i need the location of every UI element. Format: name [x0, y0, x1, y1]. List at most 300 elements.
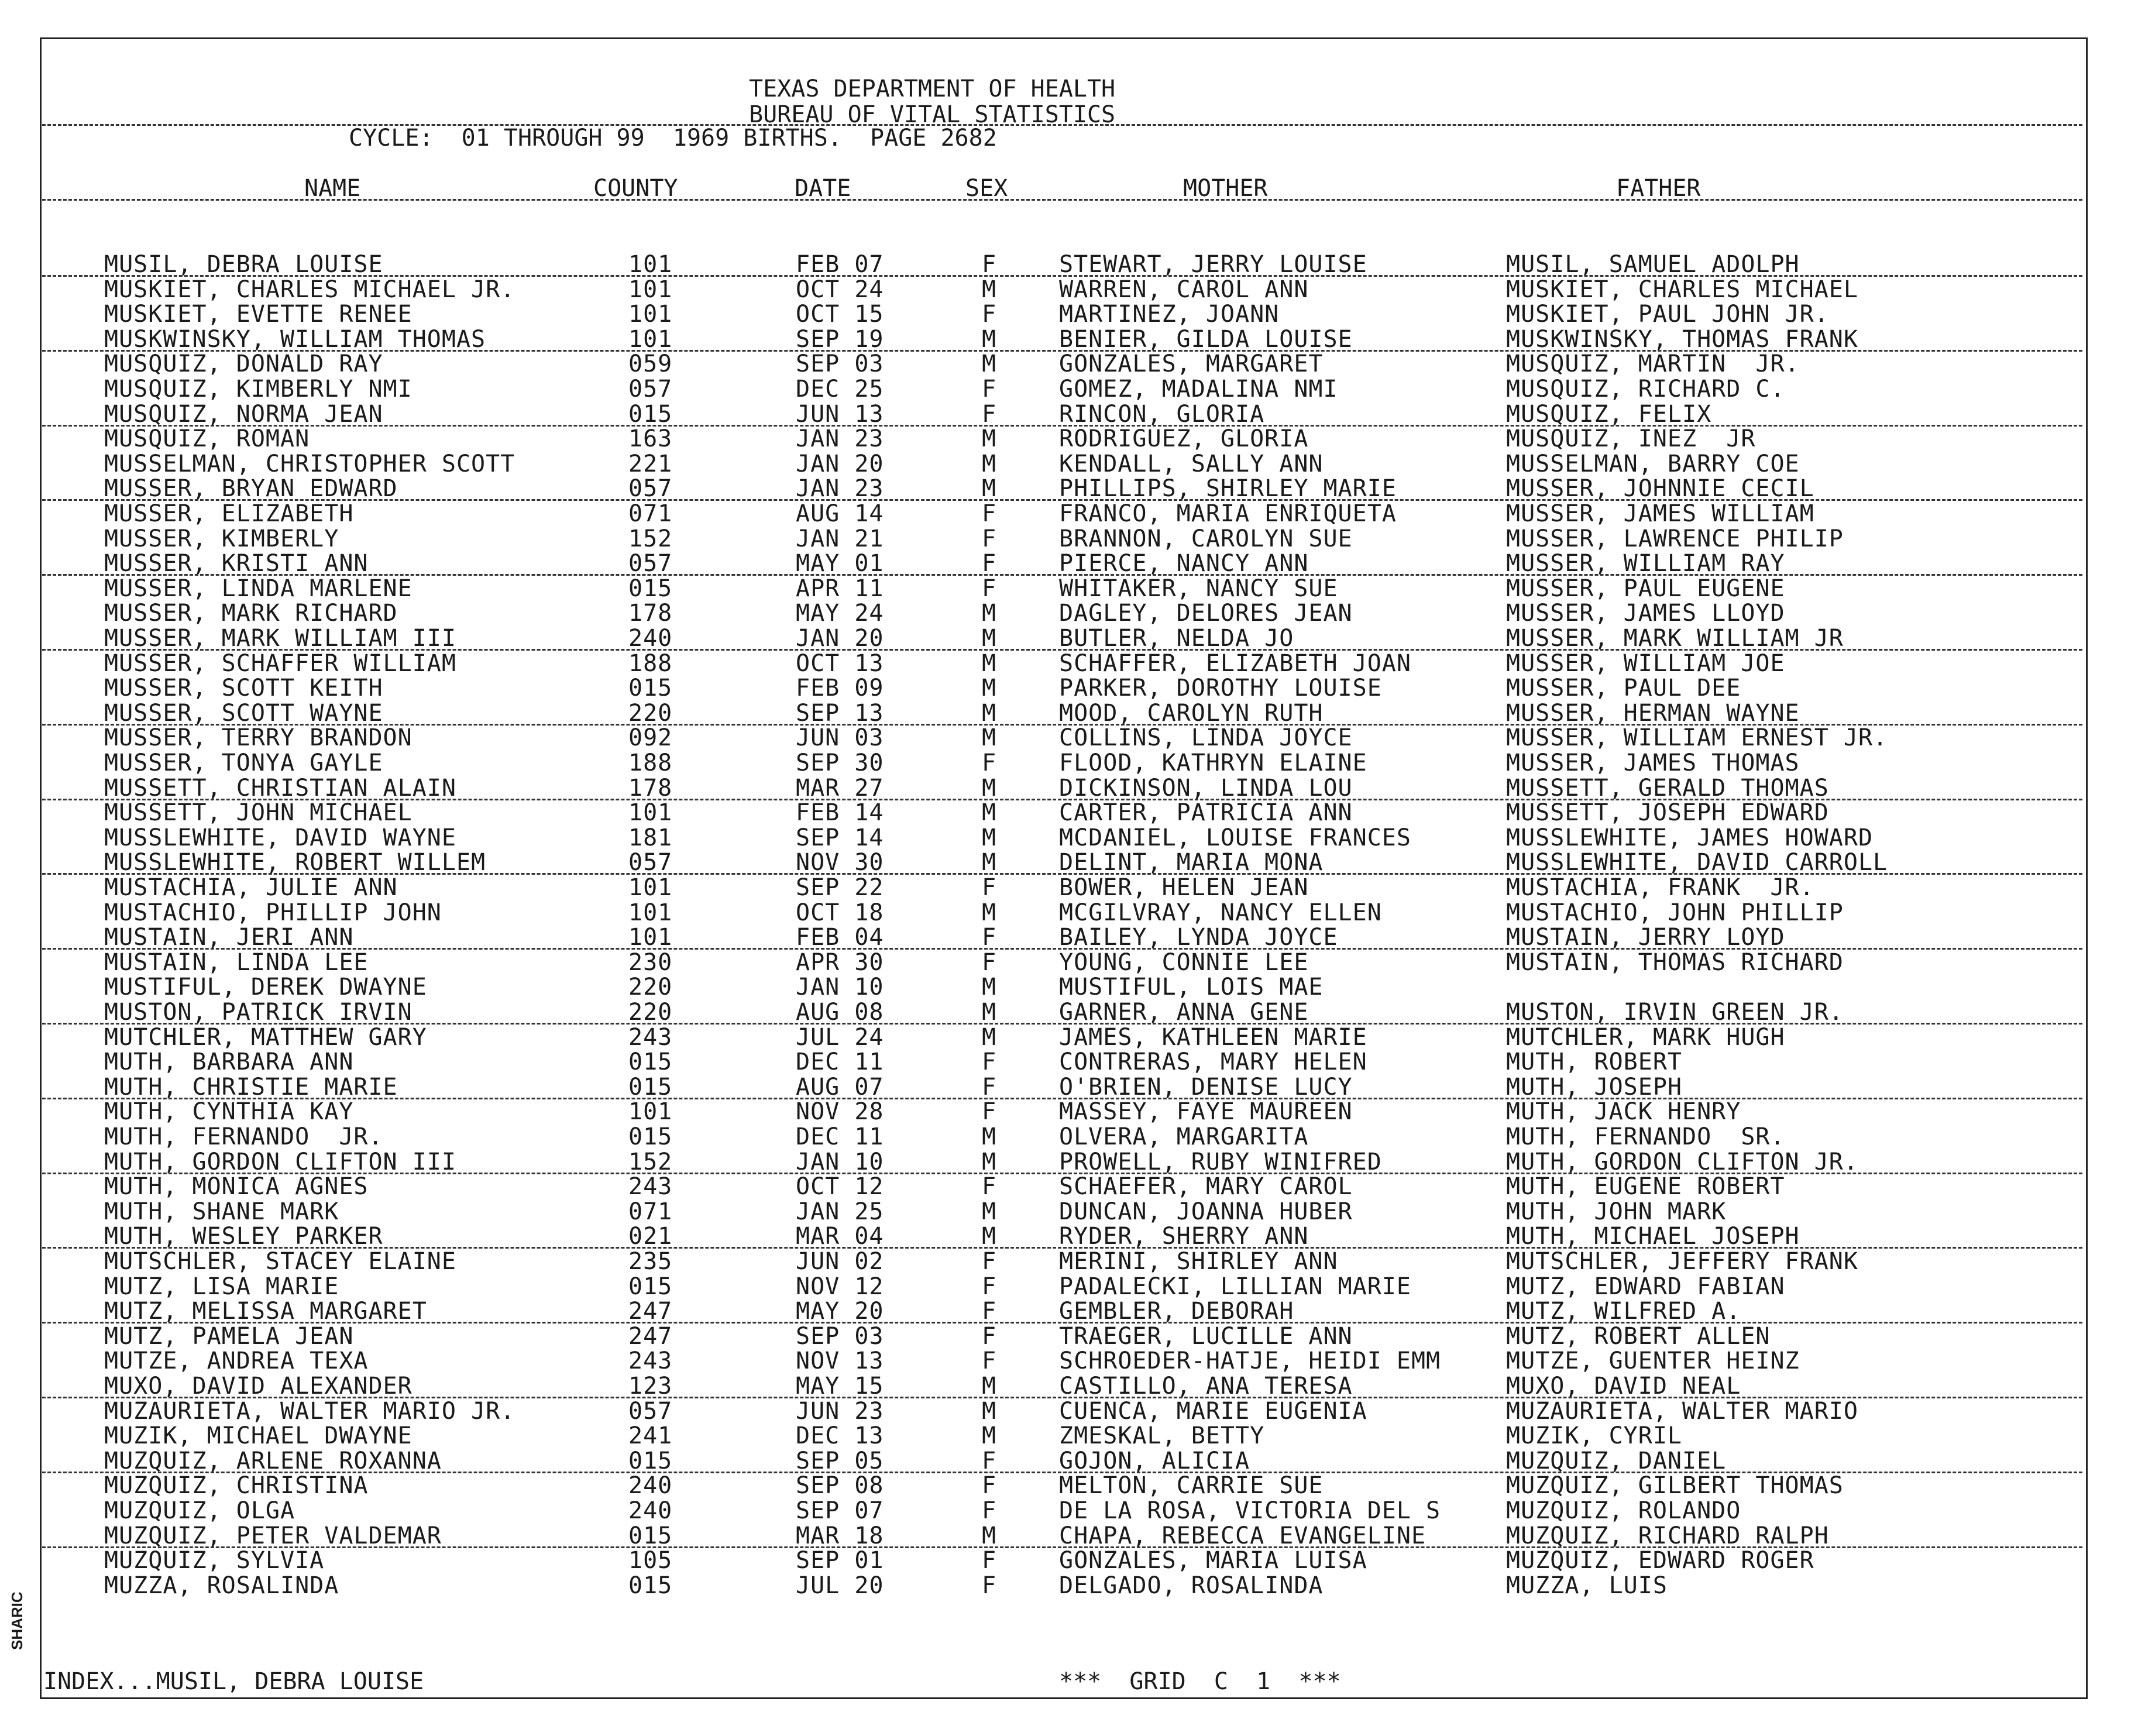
cell-father: MUZAURIETA, WALTER MARIO: [1506, 1398, 1858, 1425]
cell-county: 015: [628, 1522, 673, 1549]
cell-name: MUSQUIZ, NORMA JEAN: [104, 401, 383, 428]
cell-date: JAN 21: [796, 525, 884, 552]
cell-father: MUSSER, JAMES LLOYD: [1506, 600, 1785, 627]
cell-date: MAR 18: [796, 1522, 884, 1549]
cell-date: NOV 30: [796, 849, 884, 876]
cell-father: MUSSER, HERMAN WAYNE: [1506, 700, 1800, 727]
cell-sex: F: [982, 1074, 997, 1101]
cell-father: MUSKWINSKY, THOMAS FRANK: [1506, 326, 1858, 353]
cell-mother: BAILEY, LYNDA JOYCE: [1059, 924, 1338, 951]
cell-date: OCT 15: [796, 301, 884, 328]
cell-name: MUSSLEWHITE, ROBERT WILLEM: [104, 849, 486, 876]
table-row: [0, 1398, 2138, 1424]
cell-sex: M: [982, 425, 997, 452]
cell-name: MUSSETT, CHRISTIAN ALAIN: [104, 775, 456, 802]
cell-date: NOV 13: [796, 1347, 884, 1374]
cell-sex: M: [982, 1373, 997, 1400]
cell-name: MUTZ, LISA MARIE: [104, 1273, 339, 1300]
cell-name: MUTH, GORDON CLIFTON III: [104, 1149, 456, 1175]
cell-mother: PHILLIPS, SHIRLEY MARIE: [1059, 475, 1397, 502]
cell-county: 240: [628, 1497, 673, 1524]
cell-sex: M: [982, 799, 997, 826]
table-row: [0, 1373, 2138, 1399]
cell-sex: F: [982, 1572, 997, 1599]
cell-name: MUTZ, PAMELA JEAN: [104, 1323, 354, 1350]
cell-name: MUSSER, SCOTT WAYNE: [104, 700, 383, 727]
table-row: [0, 750, 2138, 776]
cell-mother: KENDALL, SALLY ANN: [1059, 451, 1324, 477]
cell-mother: BRANNON, CAROLYN SUE: [1059, 525, 1353, 552]
table-row: [0, 625, 2138, 651]
cell-county: 015: [628, 1049, 673, 1075]
cell-name: MUSQUIZ, DONALD RAY: [104, 350, 383, 377]
cell-sex: F: [982, 1248, 997, 1275]
cell-mother: BOWER, HELEN JEAN: [1059, 874, 1309, 901]
cell-date: SEP 01: [796, 1547, 884, 1574]
cell-mother: DE LA ROSA, VICTORIA DEL S: [1059, 1497, 1441, 1524]
cell-sex: M: [982, 350, 997, 377]
cell-father: MUZIK, CYRIL: [1506, 1422, 1682, 1449]
cell-mother: PROWELL, RUBY WINIFRED: [1059, 1149, 1382, 1175]
cell-mother: OLVERA, MARGARITA: [1059, 1123, 1309, 1150]
cell-mother: DUNCAN, JOANNA HUBER: [1059, 1198, 1353, 1225]
table-row: [0, 1348, 2138, 1374]
cell-county: 240: [628, 625, 673, 652]
cell-sex: F: [982, 1472, 997, 1499]
cell-name: MUSSETT, JOHN MICHAEL: [104, 799, 413, 826]
table-row: [0, 426, 2138, 452]
cell-sex: F: [982, 1323, 997, 1350]
cell-county: 178: [628, 775, 673, 802]
cell-county: 152: [628, 1149, 673, 1175]
cell-father: MUSQUIZ, MARTIN JR.: [1506, 350, 1800, 377]
cell-date: SEP 05: [796, 1448, 884, 1474]
cell-name: MUXO, DAVID ALEXANDER: [104, 1373, 413, 1400]
cell-father: MUTCHLER, MARK HUGH: [1506, 1024, 1785, 1051]
cell-mother: RINCON, GLORIA: [1059, 401, 1265, 428]
cell-sex: M: [982, 1398, 997, 1425]
table-row: [0, 1448, 2138, 1474]
cell-name: MUZQUIZ, PETER VALDEMAR: [104, 1522, 442, 1549]
cell-sex: M: [982, 451, 997, 477]
cell-father: MUSIL, SAMUEL ADOLPH: [1506, 251, 1800, 278]
cell-date: JUN 02: [796, 1248, 884, 1275]
cell-mother: GOJON, ALICIA: [1059, 1448, 1250, 1474]
cell-father: MUTH, MICHAEL JOSEPH: [1506, 1223, 1800, 1250]
cell-sex: M: [982, 1223, 997, 1250]
cell-date: SEP 03: [796, 1323, 884, 1350]
cell-name: MUSSER, KRISTI ANN: [104, 550, 369, 577]
cell-father: MUZQUIZ, DANIEL: [1506, 1448, 1727, 1474]
cell-mother: RODRIGUEZ, GLORIA: [1059, 425, 1309, 452]
cell-father: MUSSER, MARK WILLIAM JR: [1506, 625, 1844, 652]
table-row: [0, 476, 2138, 501]
cell-sex: F: [982, 1049, 997, 1075]
cell-date: MAY 15: [796, 1373, 884, 1400]
header-cycle: CYCLE: 01 THROUGH 99 1969 BIRTHS. PAGE 2682: [349, 125, 997, 152]
cell-name: MUZQUIZ, OLGA: [104, 1497, 295, 1524]
cell-father: MUSTAIN, THOMAS RICHARD: [1506, 949, 1844, 976]
cell-date: MAR 04: [796, 1223, 884, 1250]
cell-name: MUSTIFUL, DEREK DWAYNE: [104, 974, 427, 1001]
cell-father: MUSTACHIO, JOHN PHILLIP: [1506, 899, 1844, 926]
cell-county: 221: [628, 451, 673, 477]
cell-mother: CASTILLO, ANA TERESA: [1059, 1373, 1353, 1400]
cell-county: 101: [628, 1098, 673, 1125]
cell-date: AUG 08: [796, 999, 884, 1026]
cell-father: MUTZ, ROBERT ALLEN: [1506, 1323, 1771, 1350]
header-department: TEXAS DEPARTMENT OF HEALTH: [749, 75, 1116, 102]
cell-date: SEP 13: [796, 700, 884, 727]
table-row: [0, 1149, 2138, 1175]
cell-name: MUZQUIZ, ARLENE ROXANNA: [104, 1448, 442, 1474]
cell-mother: MELTON, CARRIE SUE: [1059, 1472, 1324, 1499]
cell-mother: BENIER, GILDA LOUISE: [1059, 326, 1353, 353]
column-header-date: DATE: [795, 175, 851, 202]
cell-county: 015: [628, 1123, 673, 1150]
cell-sex: M: [982, 1024, 997, 1051]
cell-mother: JAMES, KATHLEEN MARIE: [1059, 1024, 1367, 1051]
column-header-name: NAME: [304, 175, 361, 202]
table-row: [0, 850, 2138, 875]
cell-name: MUSTON, PATRICK IRVIN: [104, 999, 413, 1026]
cell-name: MUZQUIZ, SYLVIA: [104, 1547, 325, 1574]
cell-father: MUSSER, JAMES WILLIAM: [1506, 500, 1814, 527]
cell-name: MUTH, FERNANDO JR.: [104, 1123, 383, 1150]
cell-mother: RYDER, SHERRY ANN: [1059, 1223, 1309, 1250]
cell-father: MUXO, DAVID NEAL: [1506, 1373, 1741, 1400]
cell-mother: COLLINS, LINDA JOYCE: [1059, 724, 1353, 751]
cell-mother: FRANCO, MARIA ENRIQUETA: [1059, 500, 1397, 527]
cell-county: 057: [628, 475, 673, 502]
table-row: [0, 376, 2138, 402]
cell-father: MUSSER, PAUL EUGENE: [1506, 575, 1785, 602]
cell-date: FEB 04: [796, 924, 884, 951]
cell-county: 101: [628, 899, 673, 926]
cell-name: MUTCHLER, MATTHEW GARY: [104, 1024, 427, 1051]
cell-name: MUSKWINSKY, WILLIAM THOMAS: [104, 326, 486, 353]
cell-mother: DELGADO, ROSALINDA: [1059, 1572, 1324, 1599]
cell-father: MUZQUIZ, GILBERT THOMAS: [1506, 1472, 1844, 1499]
cell-mother: MOOD, CAROLYN RUTH: [1059, 700, 1324, 727]
cell-father: MUSSER, WILLIAM RAY: [1506, 550, 1785, 577]
cell-sex: F: [982, 1497, 997, 1524]
cell-name: MUTZ, MELISSA MARGARET: [104, 1298, 427, 1325]
cell-county: 240: [628, 1472, 673, 1499]
cell-mother: SCHAFFER, ELIZABETH JOAN: [1059, 650, 1411, 677]
cell-father: MUSSER, JOHNNIE CECIL: [1506, 475, 1814, 502]
cell-name: MUSQUIZ, ROMAN: [104, 425, 310, 452]
cell-mother: DAGLEY, DELORES JEAN: [1059, 600, 1353, 627]
cell-father: MUSQUIZ, INEZ JR: [1506, 425, 1756, 452]
cell-date: SEP 30: [796, 750, 884, 776]
cell-mother: DICKINSON, LINDA LOU: [1059, 775, 1353, 802]
cell-sex: F: [982, 924, 997, 951]
cell-date: FEB 07: [796, 251, 884, 278]
cell-mother: GONZALES, MARGARET: [1059, 350, 1324, 377]
cell-county: 247: [628, 1298, 673, 1325]
cell-father: MUSTAIN, JERRY LOYD: [1506, 924, 1785, 951]
header-bureau: BUREAU OF VITAL STATISTICS: [749, 101, 1116, 128]
cell-date: JAN 23: [796, 425, 884, 452]
table-row: [0, 1423, 2138, 1449]
column-header-sex: SEX: [965, 175, 1008, 202]
cell-date: SEP 19: [796, 326, 884, 353]
cell-father: MUSSELMAN, BARRY COE: [1506, 451, 1800, 477]
cell-county: 071: [628, 1198, 673, 1225]
cell-sex: F: [982, 401, 997, 428]
cell-date: JAN 20: [796, 451, 884, 477]
table-row: [0, 1249, 2138, 1274]
cell-name: MUSSLEWHITE, DAVID WAYNE: [104, 824, 456, 851]
table-row: [0, 301, 2138, 327]
table-row: [0, 1473, 2138, 1498]
cell-date: SEP 07: [796, 1497, 884, 1524]
cell-sex: F: [982, 251, 997, 278]
cell-county: 101: [628, 276, 673, 303]
cell-father: MUTSCHLER, JEFFERY FRANK: [1506, 1248, 1858, 1275]
cell-date: AUG 14: [796, 500, 884, 527]
cell-mother: PADALECKI, LILLIAN MARIE: [1059, 1273, 1411, 1300]
cell-date: SEP 03: [796, 350, 884, 377]
cell-county: 243: [628, 1347, 673, 1374]
cell-father: MUSQUIZ, FELIX: [1506, 401, 1712, 428]
cell-sex: F: [982, 1273, 997, 1300]
table-row: [0, 1223, 2138, 1249]
table-row: [0, 924, 2138, 950]
cell-sex: M: [982, 1123, 997, 1150]
cell-father: MUZQUIZ, ROLANDO: [1506, 1497, 1741, 1524]
cell-county: 243: [628, 1173, 673, 1200]
cell-mother: CHAPA, REBECCA EVANGELINE: [1059, 1522, 1427, 1549]
cell-name: MUSSELMAN, CHRISTOPHER SCOTT: [104, 451, 515, 477]
cell-name: MUSKIET, CHARLES MICHAEL JR.: [104, 276, 515, 303]
cell-father: MUSSLEWHITE, JAMES HOWARD: [1506, 824, 1874, 851]
table-row: [0, 451, 2138, 477]
cell-father: MUSSETT, GERALD THOMAS: [1506, 775, 1829, 802]
cell-father: MUZQUIZ, RICHARD RALPH: [1506, 1522, 1829, 1549]
cell-date: SEP 22: [796, 874, 884, 901]
cell-sex: M: [982, 700, 997, 727]
cell-mother: GONZALES, MARIA LUISA: [1059, 1547, 1367, 1574]
cell-sex: F: [982, 949, 997, 976]
cell-county: 057: [628, 376, 673, 403]
cell-county: 015: [628, 1273, 673, 1300]
cell-date: JAN 10: [796, 974, 884, 1001]
cell-name: MUSIL, DEBRA LOUISE: [104, 251, 383, 278]
cell-mother: TRAEGER, LUCILLE ANN: [1059, 1323, 1353, 1350]
table-row: [0, 1274, 2138, 1300]
table-row: [0, 1124, 2138, 1150]
cell-county: 188: [628, 750, 673, 776]
cell-name: MUSTACHIA, JULIE ANN: [104, 874, 398, 901]
table-row: [0, 1074, 2138, 1100]
cell-sex: M: [982, 675, 997, 702]
table-row: [0, 351, 2138, 377]
cell-county: 092: [628, 724, 673, 751]
cell-name: MUTH, WESLEY PARKER: [104, 1223, 383, 1250]
cell-sex: M: [982, 475, 997, 502]
cell-mother: SCHROEDER-HATJE, HEIDI EMM: [1059, 1347, 1441, 1374]
cell-father: MUTZ, EDWARD FABIAN: [1506, 1273, 1785, 1300]
cell-county: 015: [628, 575, 673, 602]
cell-mother: MCGILVRAY, NANCY ELLEN: [1059, 899, 1382, 926]
column-header-mother: MOTHER: [1183, 175, 1268, 202]
cell-date: JAN 25: [796, 1198, 884, 1225]
cell-sex: M: [982, 1422, 997, 1449]
cell-date: NOV 28: [796, 1098, 884, 1125]
cell-sex: F: [982, 1298, 997, 1325]
cell-father: MUSSER, LAWRENCE PHILIP: [1506, 525, 1844, 552]
cell-county: 057: [628, 550, 673, 577]
cell-sex: M: [982, 1198, 997, 1225]
table-row: [0, 1324, 2138, 1349]
cell-father: MUTH, GORDON CLIFTON JR.: [1506, 1149, 1858, 1175]
cell-county: 015: [628, 1448, 673, 1474]
cell-father: MUTZ, WILFRED A.: [1506, 1298, 1741, 1325]
cell-name: MUSTAIN, JERI ANN: [104, 924, 354, 951]
cell-mother: PIERCE, NANCY ANN: [1059, 550, 1309, 577]
cell-sex: M: [982, 1149, 997, 1175]
cell-father: MUSKIET, CHARLES MICHAEL: [1506, 276, 1858, 303]
cell-sex: M: [982, 600, 997, 627]
cell-sex: F: [982, 550, 997, 577]
table-row: [0, 252, 2138, 277]
cell-mother: MUSTIFUL, LOIS MAE: [1059, 974, 1324, 1001]
cell-name: MUSSER, TERRY BRANDON: [104, 724, 413, 751]
cell-date: JAN 23: [796, 475, 884, 502]
cell-name: MUSKIET, EVETTE RENEE: [104, 301, 413, 328]
table-row: [0, 651, 2138, 676]
cell-father: MUZZA, LUIS: [1506, 1572, 1668, 1599]
cell-mother: CUENCA, MARIE EUGENIA: [1059, 1398, 1367, 1425]
cell-name: MUZQUIZ, CHRISTINA: [104, 1472, 369, 1499]
cell-father: MUTH, JOSEPH: [1506, 1074, 1682, 1101]
cell-sex: F: [982, 1547, 997, 1574]
cell-date: AUG 07: [796, 1074, 884, 1101]
cell-date: JUL 24: [796, 1024, 884, 1051]
cell-sex: F: [982, 1448, 997, 1474]
cell-father: MUSSER, WILLIAM JOE: [1506, 650, 1785, 677]
cell-sex: M: [982, 650, 997, 677]
cell-name: MUZAURIETA, WALTER MARIO JR.: [104, 1398, 515, 1425]
cell-mother: DELINT, MARIA MONA: [1059, 849, 1324, 876]
cell-name: MUSSER, TONYA GAYLE: [104, 750, 383, 776]
cell-date: SEP 08: [796, 1472, 884, 1499]
cell-date: OCT 13: [796, 650, 884, 677]
cell-county: 220: [628, 700, 673, 727]
table-row: [0, 725, 2138, 751]
cell-father: MUSSER, WILLIAM ERNEST JR.: [1506, 724, 1888, 751]
table-row: [0, 1049, 2138, 1075]
cell-county: 243: [628, 1024, 673, 1051]
cell-sex: F: [982, 525, 997, 552]
footer-index: INDEX...MUSIL, DEBRA LOUISE: [43, 1668, 424, 1695]
cell-county: 181: [628, 824, 673, 851]
cell-mother: GEMBLER, DEBORAH: [1059, 1298, 1294, 1325]
cell-date: NOV 12: [796, 1273, 884, 1300]
table-row: [0, 900, 2138, 926]
cell-date: FEB 09: [796, 675, 884, 702]
cell-sex: F: [982, 575, 997, 602]
cell-county: 163: [628, 425, 673, 452]
table-row: [0, 1573, 2138, 1599]
cell-mother: ZMESKAL, BETTY: [1059, 1422, 1265, 1449]
table-row: [0, 526, 2138, 552]
table-row: [0, 999, 2138, 1025]
cell-sex: M: [982, 276, 997, 303]
cell-date: JUN 13: [796, 401, 884, 428]
cell-name: MUSSER, SCHAFFER WILLIAM: [104, 650, 456, 677]
table-row: [0, 700, 2138, 726]
cell-father: MUSTACHIA, FRANK JR.: [1506, 874, 1814, 901]
cell-date: OCT 18: [796, 899, 884, 926]
cell-father: MUSQUIZ, RICHARD C.: [1506, 376, 1785, 403]
cell-county: 057: [628, 849, 673, 876]
cell-county: 015: [628, 1572, 673, 1599]
cell-name: MUSQUIZ, KIMBERLY NMI: [104, 376, 413, 403]
cell-name: MUSSER, BRYAN EDWARD: [104, 475, 398, 502]
header-rule-2: [42, 199, 2082, 201]
cell-county: 101: [628, 251, 673, 278]
cell-sex: F: [982, 1347, 997, 1374]
cell-mother: MCDANIEL, LOUISE FRANCES: [1059, 824, 1411, 851]
cell-date: DEC 25: [796, 376, 884, 403]
cell-mother: GARNER, ANNA GENE: [1059, 999, 1309, 1026]
cell-mother: YOUNG, CONNIE LEE: [1059, 949, 1309, 976]
cell-county: 057: [628, 1398, 673, 1425]
cell-date: JUN 23: [796, 1398, 884, 1425]
cell-father: MUTH, JACK HENRY: [1506, 1098, 1741, 1125]
cell-name: MUSSER, ELIZABETH: [104, 500, 354, 527]
cell-county: 247: [628, 1323, 673, 1350]
cell-county: 101: [628, 874, 673, 901]
cell-county: 105: [628, 1547, 673, 1574]
cell-sex: M: [982, 849, 997, 876]
cell-father: MUTZE, GUENTER HEINZ: [1506, 1347, 1800, 1374]
cell-mother: WARREN, CAROL ANN: [1059, 276, 1309, 303]
column-header-county: COUNTY: [593, 175, 678, 202]
cell-name: MUSSER, LINDA MARLENE: [104, 575, 413, 602]
cell-sex: M: [982, 999, 997, 1026]
cell-sex: F: [982, 1173, 997, 1200]
cell-sex: F: [982, 1098, 997, 1125]
cell-date: DEC 11: [796, 1049, 884, 1075]
table-row: [0, 1523, 2138, 1549]
cell-name: MUTSCHLER, STACEY ELAINE: [104, 1248, 456, 1275]
table-row: [0, 277, 2138, 302]
cell-sex: M: [982, 775, 997, 802]
cell-date: MAY 20: [796, 1298, 884, 1325]
side-label: SHARIC: [8, 1591, 26, 1650]
cell-sex: M: [982, 899, 997, 926]
table-row: [0, 775, 2138, 801]
cell-county: 059: [628, 350, 673, 377]
cell-county: 021: [628, 1223, 673, 1250]
cell-county: 123: [628, 1373, 673, 1400]
cell-father: MUSSER, JAMES THOMAS: [1506, 750, 1800, 776]
table-row: [0, 326, 2138, 352]
table-row: [0, 1174, 2138, 1199]
cell-date: JUL 20: [796, 1572, 884, 1599]
table-row: [0, 1025, 2138, 1050]
cell-county: 188: [628, 650, 673, 677]
cell-mother: BUTLER, NELDA JO: [1059, 625, 1294, 652]
cell-mother: PARKER, DOROTHY LOUISE: [1059, 675, 1382, 702]
table-row: [0, 950, 2138, 975]
cell-county: 015: [628, 675, 673, 702]
cell-date: APR 11: [796, 575, 884, 602]
